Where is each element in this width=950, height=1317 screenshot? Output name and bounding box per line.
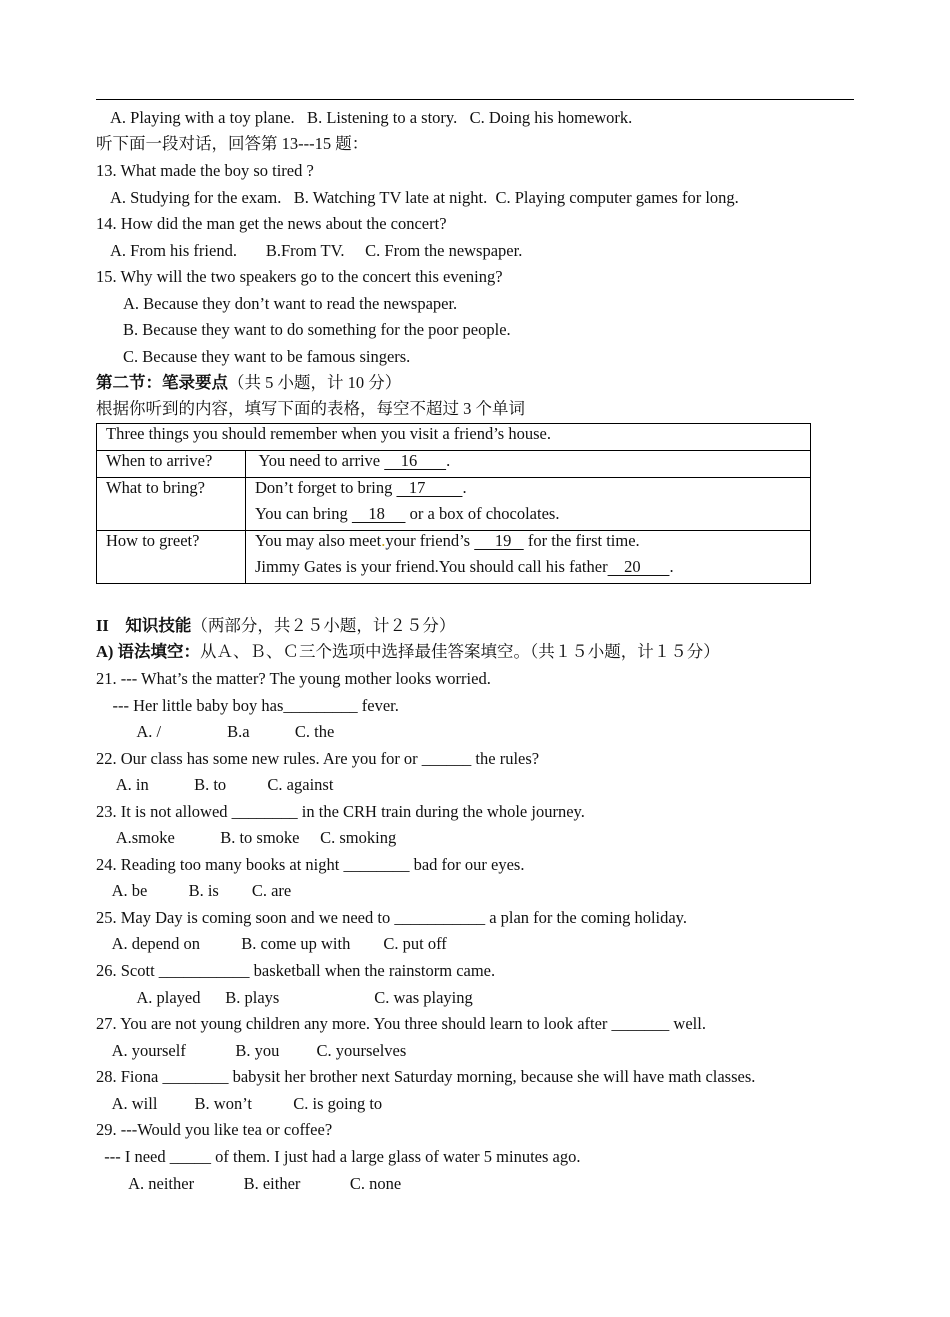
q24-options: A. be B. is C. are [96, 881, 292, 900]
q25-text: 25. May Day is coming soon and we need to ___________ a plan for the coming holiday. [96, 908, 687, 927]
greet-text-1a: You may also meet [255, 531, 382, 550]
bring-line-2 [255, 504, 810, 524]
q29-text: 29. ---Would you like tea or coffee? [96, 1120, 333, 1139]
blank-19[interactable]: 19 [474, 531, 524, 550]
q22-text: 22. Our class has some new rules. Are you for or ______ the rules? [96, 749, 540, 768]
q29-options: A. neither B. either C. none [96, 1174, 402, 1193]
q15-option-a: A. Because they don’t want to read the newspaper. [123, 294, 458, 313]
notes-title-bold: 第二节：笔录要点 [96, 373, 228, 392]
bring-line-1 [255, 478, 810, 498]
part2-title-suffix: （两部分，共２５小题，计２５分） [191, 616, 456, 635]
dialog-intro: 听下面一段对话，回答第 13---15 题： [96, 134, 369, 153]
arrive-label: When to arrive? [97, 451, 246, 478]
q23-text: 23. It is not allowed ________ in the CRH train during the whole journey. [96, 802, 585, 821]
section-a-title [96, 642, 720, 662]
q21-text-b: --- Her little baby boy has_________ fever. [96, 696, 399, 715]
arrive-text: You need to arrive [255, 451, 385, 470]
q22-options: A. in B. to C. against [96, 775, 334, 794]
q12-options: A. Playing with a toy plane. B. Listening to a story. C. Doing his homework. [110, 108, 633, 127]
greet-line-1 [255, 531, 810, 551]
q13-text: 13. What made the boy so tired ? [96, 161, 314, 180]
greet-line-2 [255, 557, 810, 577]
bring-period: . [462, 478, 467, 497]
q21-text: 21. --- What’s the matter? The young mother looks worried. [96, 669, 491, 688]
q28-text: 28. Fiona ________ babysit her brother next Saturday morning, because she will have math classes. [96, 1067, 756, 1086]
notes-instruction: 根据你听到的内容，填写下面的表格，每空不超过 3 个单词 [96, 399, 525, 418]
blank-16[interactable]: 16 [384, 451, 447, 470]
q28-options: A. will B. won’t C. is going to [96, 1094, 383, 1113]
bring-label: What to bring? [97, 478, 246, 531]
notes-table [96, 423, 811, 584]
q27-text: 27. You are not young children any more. You three should learn to look after _______ well. [96, 1014, 706, 1033]
q29-text-b: --- I need _____ of them. I just had a large glass of water 5 minutes ago. [96, 1147, 581, 1166]
part2-roman: II [96, 616, 109, 635]
notes-title-suffix: （共 5 小题，计 10 分） [228, 373, 402, 392]
blank-17[interactable]: 17 [396, 478, 463, 497]
q15-option-b: B. Because they want to do something for the poor people. [123, 320, 511, 339]
header-rule [96, 99, 854, 100]
arrive-cell [246, 451, 811, 478]
arrive-period: . [446, 451, 451, 470]
section-a-instruction: 从Ａ、Ｂ、Ｃ三个选项中选择最佳答案填空。（共１５小题，计１５分） [200, 642, 720, 661]
greet-text-1b: your friend’s [385, 531, 475, 550]
part2-title [96, 616, 455, 636]
notes-table-header: Three things you should remember when you visit a friend’s house. [97, 424, 811, 451]
q26-options: A. played B. plays C. was playing [96, 988, 473, 1007]
greet-label: How to greet? [97, 531, 246, 584]
greet-dot: . [381, 531, 386, 550]
q23-options: A.smoke B. to smoke C. smoking [96, 828, 397, 847]
q26-text: 26. Scott ___________ basketball when the rainstorm came. [96, 961, 496, 980]
q27-options: A. yourself B. you C. yourselves [96, 1041, 407, 1060]
greet-text-1-end: for the first time. [523, 531, 640, 550]
q25-options: A. depend on B. come up with C. put off [96, 934, 447, 953]
notes-section-title [96, 373, 401, 393]
greet-text-2: Jimmy Gates is your friend.You should call his father [255, 557, 608, 576]
q15-option-c: C. Because they want to be famous singers. [123, 347, 411, 366]
part2-title-bold: 知识技能 [125, 616, 192, 635]
bring-text-2: You can bring [255, 504, 352, 523]
q21-options: A. / B.a C. the [96, 722, 335, 741]
blank-20[interactable]: 20 [607, 557, 670, 576]
q24-text: 24. Reading too many books at night ________ bad for our eyes. [96, 855, 525, 874]
q14-options: A. From his friend. B.From TV. C. From the newspaper. [110, 241, 523, 260]
q13-options: A. Studying for the exam. B. Watching TV late at night. C. Playing computer games for long. [110, 188, 739, 207]
blank-18[interactable]: 18 [351, 504, 406, 523]
bring-text-1: Don’t forget to bring [255, 478, 397, 497]
bring-text-2-end: or a box of chocolates. [405, 504, 560, 523]
greet-period: . [669, 557, 674, 576]
section-a-label: A) 语法填空： [96, 642, 201, 661]
bring-cell [246, 478, 811, 531]
greet-cell [246, 531, 811, 584]
q15-text: 15. Why will the two speakers go to the concert this evening? [96, 267, 503, 286]
q14-text: 14. How did the man get the news about the concert? [96, 214, 447, 233]
